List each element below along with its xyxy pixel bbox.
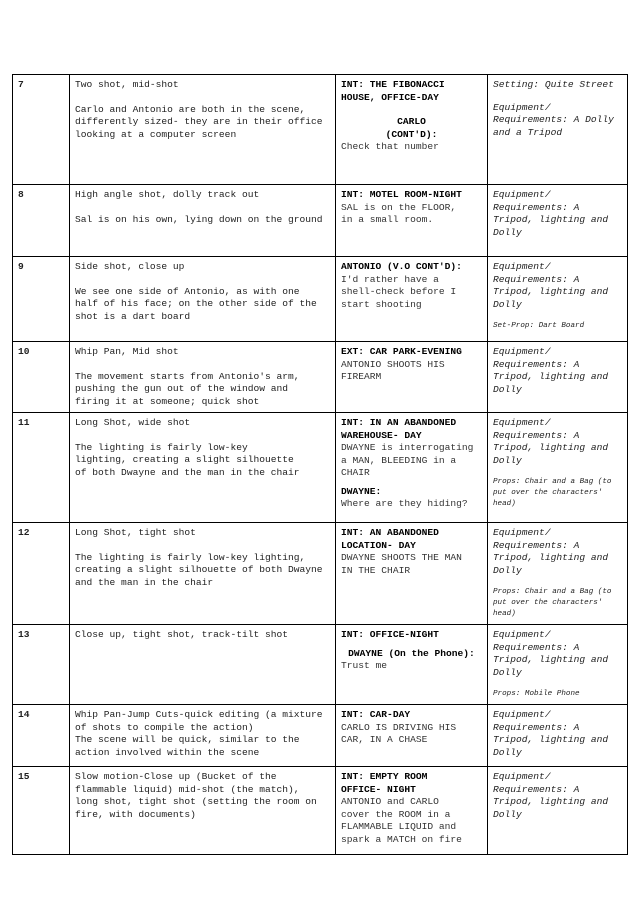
scene-cell bbox=[336, 705, 488, 767]
props-note: Props: Mobile Phone bbox=[493, 690, 580, 698]
shot-type: Whip Pan, Mid shot bbox=[75, 346, 179, 357]
shot-detail: Whip Pan-Jump Cuts-quick editing (a mixture of shots to compile the action) The scene will be quick, similar to the action involved within the scene bbox=[75, 709, 323, 758]
shot-description bbox=[70, 257, 336, 342]
scene-heading: INT: IN AN ABANDONED WAREHOUSE- DAY bbox=[341, 417, 457, 441]
equipment-cell bbox=[488, 342, 628, 413]
shot-row bbox=[13, 185, 628, 257]
shot-row bbox=[13, 767, 628, 855]
shot-description bbox=[70, 75, 336, 185]
shot-detail: Slow motion-Close up (Bucket of the flammable liquid) mid-shot (the match), long shot, tight shot (setting the room on fire, with documents) bbox=[75, 771, 317, 820]
action-text: ANTONIO SHOOTS HIS FIREARM bbox=[341, 358, 445, 382]
shot-type: Long Shot, tight shot bbox=[75, 527, 196, 538]
scene-cell bbox=[336, 75, 488, 185]
action-text: DWAYNE is interrogating a MAN, BLEEDING in a CHAIR bbox=[341, 442, 474, 478]
equipment-cell bbox=[488, 767, 628, 855]
shot-row bbox=[13, 625, 628, 705]
shot-detail: The movement starts from Antonio's arm, pushing the gun out of the window and firing it at someone; quick shot bbox=[75, 370, 300, 407]
equipment-cell bbox=[488, 523, 628, 625]
scene-heading: INT: AN ABANDONED LOCATION- DAY bbox=[341, 527, 439, 551]
shot-description bbox=[70, 767, 336, 855]
equipment-note: Equipment/ Requirements: A Tripod, lighting and Dolly bbox=[493, 629, 609, 678]
shot-row bbox=[13, 342, 628, 413]
shot-description bbox=[70, 625, 336, 705]
shot-detail: Sal is on his own, lying down on the ground bbox=[75, 213, 323, 225]
props-note: Props: Chair and a Bag (to put over the characters' head) bbox=[493, 478, 612, 508]
equipment-cell bbox=[488, 75, 628, 185]
equipment-note: Equipment/ Requirements: A Tripod, lighting and Dolly bbox=[493, 346, 609, 395]
shot-type: Close up, tight shot, track-tilt shot bbox=[75, 629, 289, 640]
shot-type: High angle shot, dolly track out bbox=[75, 189, 260, 200]
scene-heading: INT: OFFICE-NIGHT bbox=[341, 629, 439, 640]
shot-description bbox=[70, 523, 336, 625]
shot-type: Side shot, close up bbox=[75, 261, 185, 272]
scene-cell bbox=[336, 342, 488, 413]
scene-heading: INT: EMPTY ROOM OFFICE- NIGHT bbox=[341, 771, 428, 795]
props-note: Props: Chair and a Bag (to put over the characters' head) bbox=[493, 588, 612, 618]
equipment-note: Equipment/ Requirements: A Tripod, lighting and Dolly bbox=[493, 189, 609, 238]
shot-number: 8 bbox=[13, 185, 70, 257]
setting-note: Setting: Quite Street bbox=[493, 79, 614, 90]
shot-number: 11 bbox=[13, 413, 70, 523]
equipment-cell bbox=[488, 413, 628, 523]
equipment-note: Equipment/ Requirements: A Tripod, lighting and Dolly bbox=[493, 709, 609, 758]
character-cue: DWAYNE (On the Phone): bbox=[348, 647, 475, 659]
shot-description bbox=[70, 705, 336, 767]
shot-detail: We see one side of Antonio, as with one half of his face; on the other side of the shot is a dart board bbox=[75, 285, 317, 322]
shot-row bbox=[13, 75, 628, 185]
equipment-note: Equipment/ Requirements: A Tripod, lighting and Dolly bbox=[493, 417, 609, 466]
equipment-note: Equipment/ Requirements: A Tripod, lighting and Dolly bbox=[493, 261, 609, 310]
shot-description bbox=[70, 342, 336, 413]
equipment-cell bbox=[488, 625, 628, 705]
shot-detail: The lighting is fairly low-key lighting, creating a slight silhouette of both Dwayne and the man in the chair bbox=[75, 551, 323, 588]
character-cue: DWAYNE: bbox=[341, 485, 382, 497]
shot-number: 9 bbox=[13, 257, 70, 342]
shot-detail: The lighting is fairly low-key lighting, creating a slight silhouette of both Dwayne and the man in the chair bbox=[75, 441, 300, 478]
dialogue: Where are they hiding? bbox=[341, 498, 468, 509]
shot-description bbox=[70, 413, 336, 523]
character-cue: ANTONIO (V.O CONT'D): bbox=[341, 261, 462, 272]
set-prop-note: Set-Prop: Dart Board bbox=[493, 322, 585, 330]
dialogue: Trust me bbox=[341, 660, 388, 671]
scene-cell bbox=[336, 257, 488, 342]
equipment-cell bbox=[488, 257, 628, 342]
shot-number: 7 bbox=[13, 75, 70, 185]
action-text: SAL is on the FLOOR, in a small room. bbox=[341, 201, 457, 225]
shot-number: 10 bbox=[13, 342, 70, 413]
shot-type: Long Shot, wide shot bbox=[75, 417, 191, 428]
character-cue: CARLO (CONT'D): bbox=[385, 116, 438, 140]
equipment-cell bbox=[488, 705, 628, 767]
shot-description bbox=[70, 185, 336, 257]
equipment-cell bbox=[488, 185, 628, 257]
scene-heading: INT: MOTEL ROOM-NIGHT bbox=[341, 189, 462, 200]
shot-number: 12 bbox=[13, 523, 70, 625]
scene-cell bbox=[336, 523, 488, 625]
scene-cell bbox=[336, 625, 488, 705]
shot-detail: Carlo and Antonio are both in the scene, differently sized- they are in their office looking at a computer screen bbox=[75, 103, 323, 140]
action-text: DWAYNE SHOOTS THE MAN IN THE CHAIR bbox=[341, 552, 462, 576]
shot-row bbox=[13, 523, 628, 625]
dialogue: Check that number bbox=[341, 141, 439, 152]
scene-cell bbox=[336, 413, 488, 523]
scene-heading: INT: THE FIBONACCI HOUSE, OFFICE-DAY bbox=[341, 79, 445, 103]
equipment-note: Equipment/ Requirements: A Tripod, lighting and Dolly bbox=[493, 527, 609, 576]
shot-row bbox=[13, 705, 628, 767]
shot-list-table bbox=[12, 74, 628, 855]
shot-row bbox=[13, 413, 628, 523]
dialogue: I'd rather have a shell-check before I start shooting bbox=[341, 273, 457, 310]
shot-number: 15 bbox=[13, 767, 70, 855]
equipment-note: Equipment/ Requirements: A Tripod, lighting and Dolly bbox=[493, 771, 609, 820]
action-text: ANTONIO and CARLO cover the ROOM in a FLAMMABLE LIQUID and spark a MATCH on fire bbox=[341, 796, 462, 845]
shot-number: 14 bbox=[13, 705, 70, 767]
shot-type: Two shot, mid-shot bbox=[75, 79, 179, 90]
scene-heading: INT: CAR-DAY bbox=[341, 709, 411, 720]
action-text: CARLO IS DRIVING HIS CAR, IN A CHASE bbox=[341, 721, 457, 745]
shot-row bbox=[13, 257, 628, 342]
scene-cell bbox=[336, 185, 488, 257]
equipment-note: Equipment/ Requirements: A Dolly and a Tripod bbox=[493, 101, 614, 138]
scene-heading: EXT: CAR PARK-EVENING bbox=[341, 346, 462, 357]
scene-cell bbox=[336, 767, 488, 855]
shot-number: 13 bbox=[13, 625, 70, 705]
